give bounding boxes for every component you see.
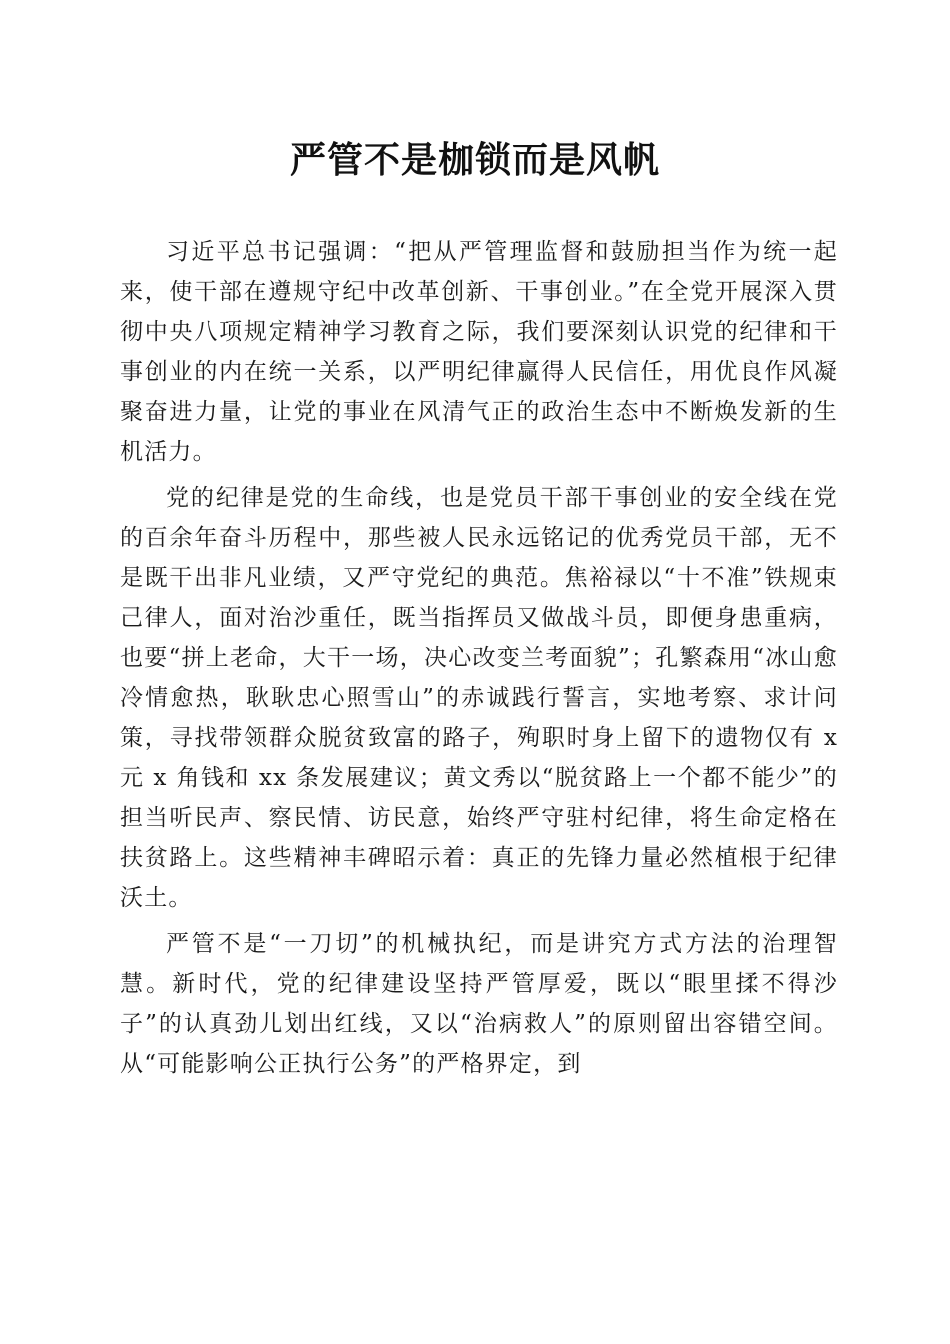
paragraph-2: 党的纪律是党的生命线，也是党员干部干事创业的安全线在党的百余年奋斗历程中，那些被人民永远铭记的优秀党员干部，无不是既干出非凡业绩，又严守党纪的典范。焦裕禄以“十不准”铁规束己律人，面对治沙重任，既当指挥员又做战斗员，即便身患重病，也要“拼上老命，大干一场，决心改变兰考面貌”；孔繁森用“冰山愈冷情愈热，耿耿忠心照雪山”的赤诚践行誓言，实地考察、求计问策，寻找带领群众脱贫致富的路子，殉职时身上留下的遗物仅有 x 元 x 角钱和 xx 条发展建议；黄文秀以“脱贫路上一个都不能少”的担当听民声、察民情、访民意，始终严守驻村纪律，将生命定格在扶贫路上。这些精神丰碑昭示着：真正的先锋力量必然植根于纪律沃土。 bbox=[120, 485, 838, 911]
document-title: 严管不是枷锁而是风帆 bbox=[289, 139, 660, 181]
paragraph-1: 习近平总书记强调：“把从严管理监督和鼓励担当作为统一起来，使干部在遵规守纪中改革创新、干事创业。”在全党开展深入贯彻中央八项规定精神学习教育之际，我们要深刻认识党的纪律和干事创业的内在统一关系，以严明纪律赢得人民信任，用优良作风凝聚奋进力量，让党的事业在风清气正的政治生态中不断焕发新的生机活力。 bbox=[120, 239, 838, 465]
document-body bbox=[120, 232, 838, 1090]
paragraph-3: 严管不是“一刀切”的机械执纪，而是讲究方式方法的治理智慧。新时代，党的纪律建设坚持严管厚爱，既以“眼里揉不得沙子”的认真劲儿划出红线，又以“治病救人”的原则留出容错空间。从“可能影响公正执行公务”的严格界定，到 bbox=[120, 931, 838, 1077]
